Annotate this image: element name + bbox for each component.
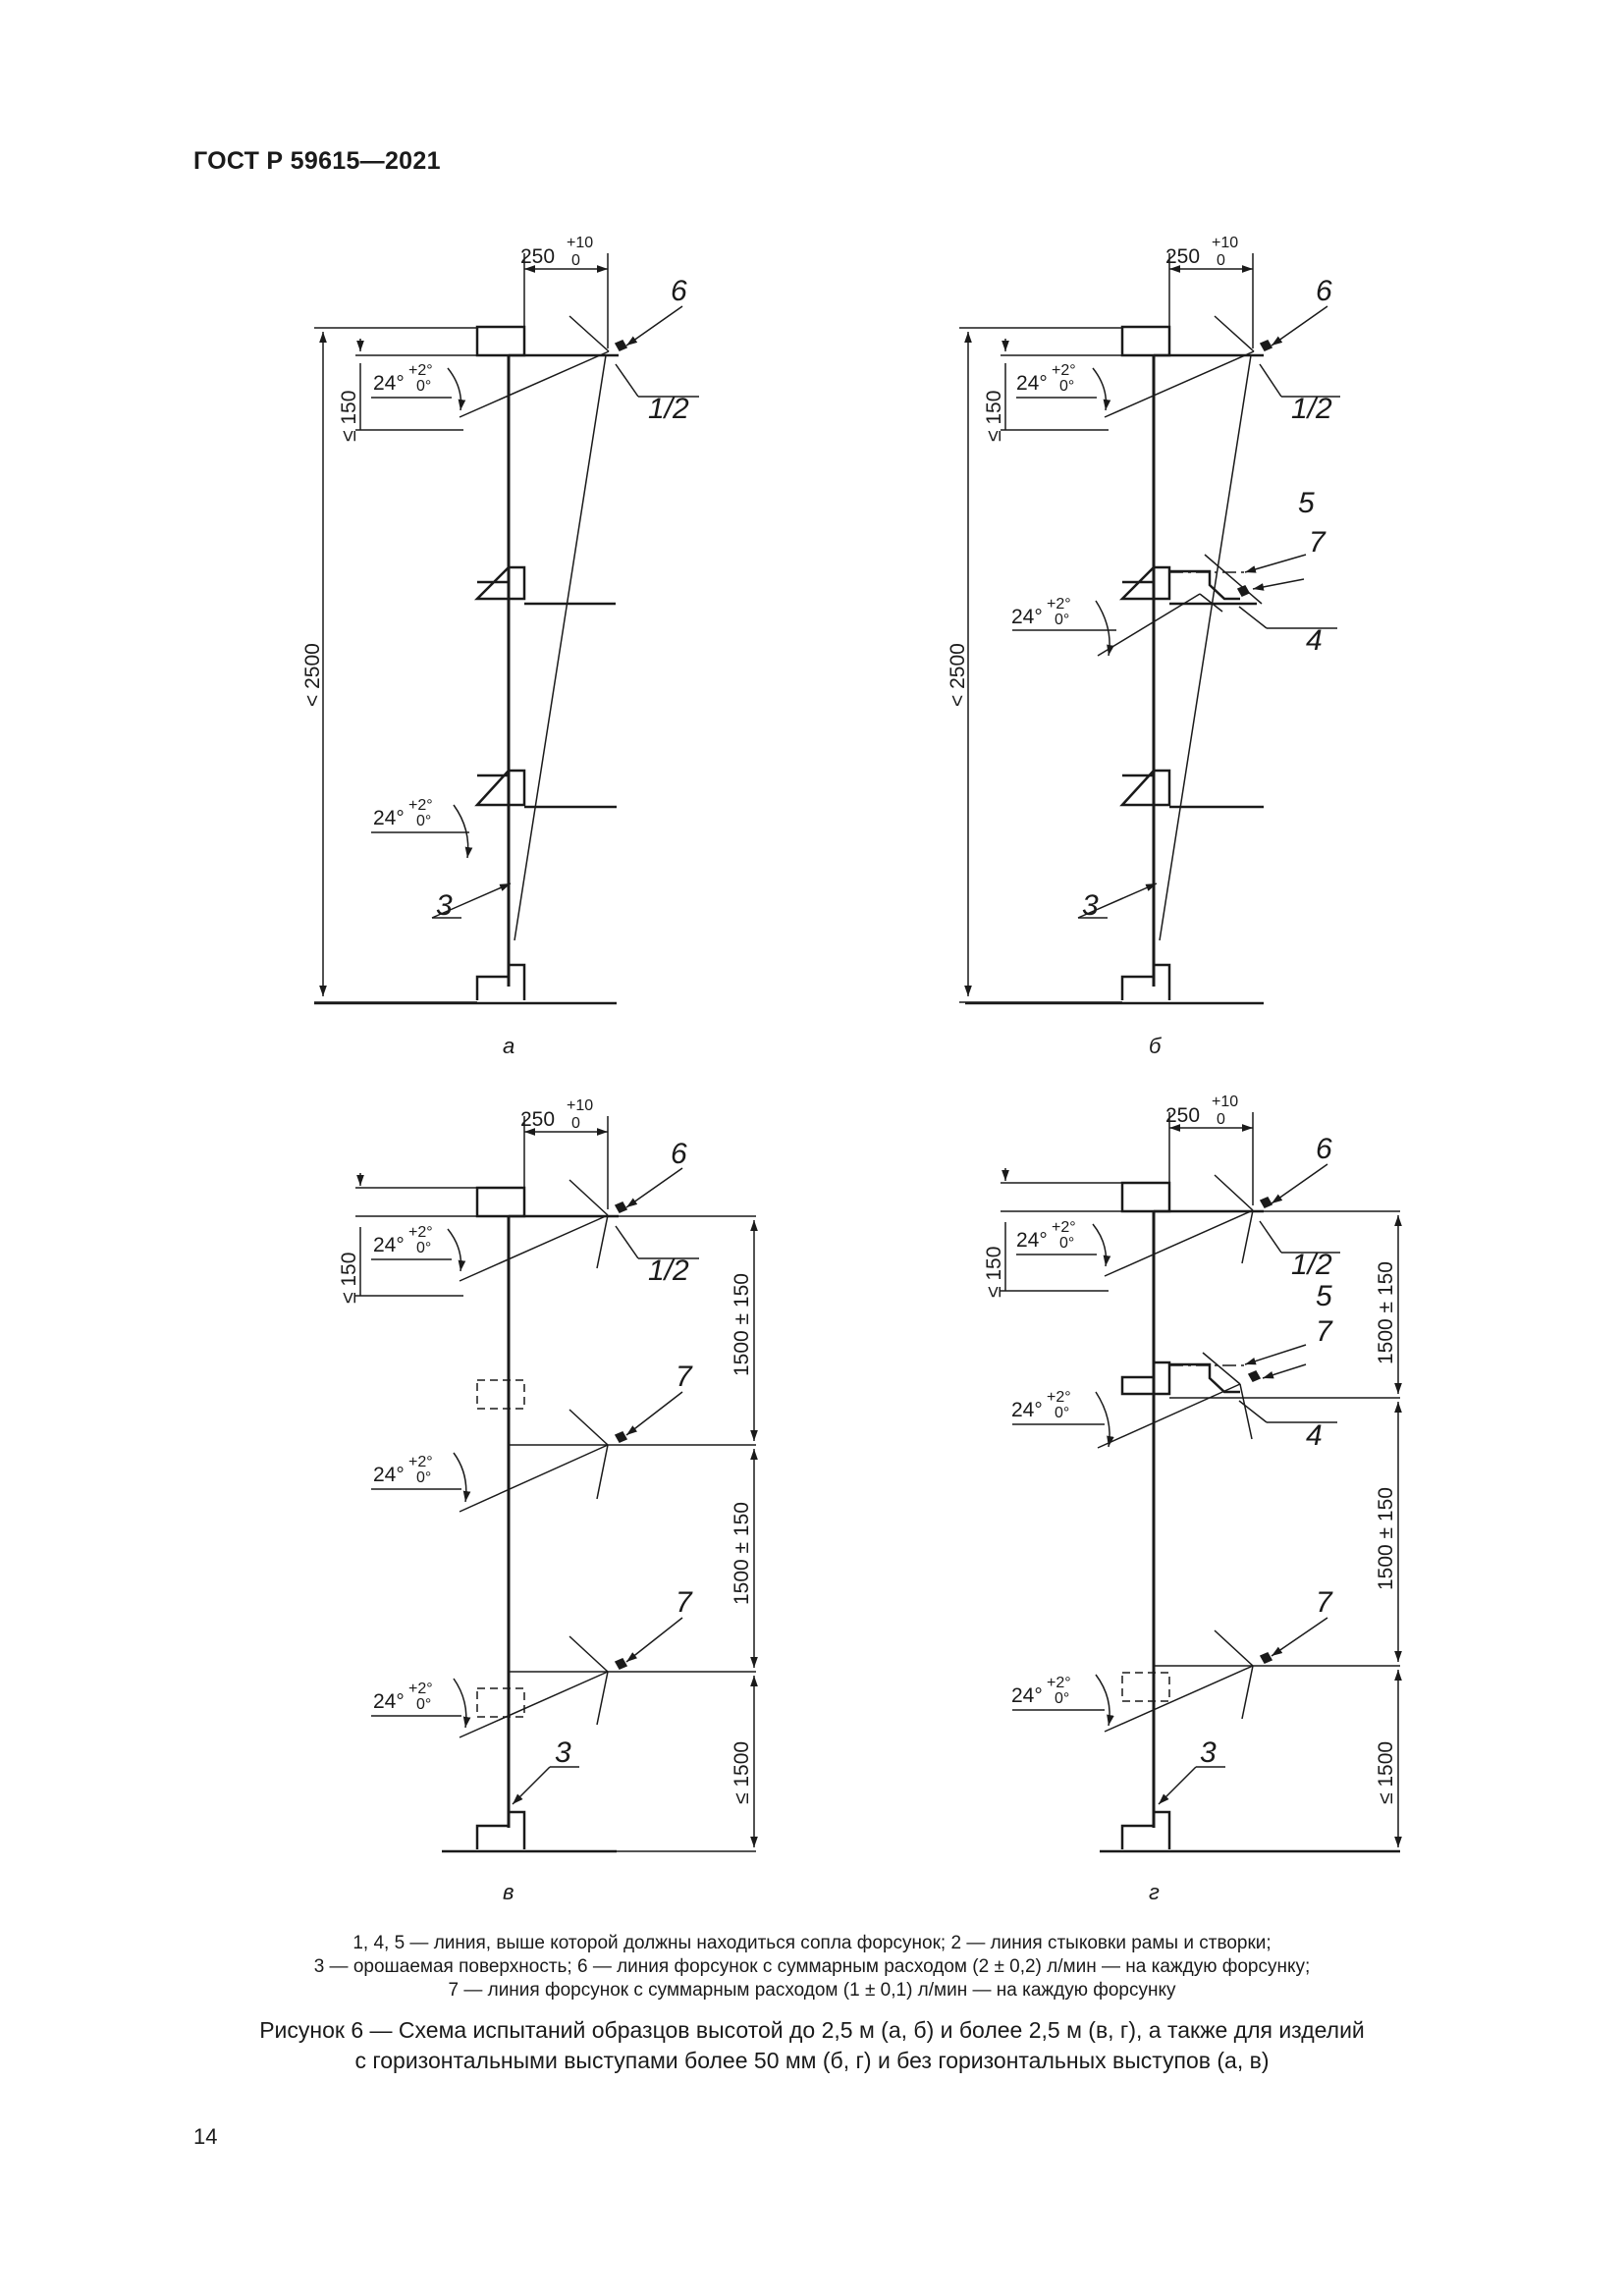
panel-label-v: в bbox=[503, 1880, 514, 1904]
frame-profile-bottom bbox=[477, 965, 524, 1000]
dim-top: ≤ 150 bbox=[338, 390, 360, 442]
svg-text:24°: 24° bbox=[1011, 1684, 1043, 1707]
panel-b bbox=[959, 253, 1340, 1003]
svg-text:0°: 0° bbox=[416, 1469, 432, 1486]
panel-label-b: б bbox=[1149, 1034, 1162, 1058]
panel-a-text bbox=[301, 235, 689, 1058]
caption-line-1: Рисунок 6 — Схема испытаний образцов высотой до 2,5 м (а, б) и более 2,5 м (в, г), а также для изделий bbox=[259, 2017, 1365, 2043]
svg-text:24°: 24° bbox=[1016, 372, 1048, 395]
svg-text:+2°: +2° bbox=[1047, 596, 1071, 613]
legend-line-2: 3 — орошаемая поверхность; 6 — линия форсунок с суммарным расходом (2 ± 0,2) л/мин — на каждую форсунку; bbox=[313, 1956, 1311, 1977]
svg-text:6: 6 bbox=[671, 1138, 687, 1170]
svg-text:24°: 24° bbox=[373, 807, 405, 829]
panel-g-text bbox=[983, 1094, 1397, 1904]
svg-text:0: 0 bbox=[1217, 252, 1225, 269]
svg-text:1500 ± 150: 1500 ± 150 bbox=[1375, 1487, 1397, 1590]
svg-text:0: 0 bbox=[571, 1115, 580, 1132]
svg-text:+2°: +2° bbox=[408, 1681, 433, 1697]
svg-text:1/2: 1/2 bbox=[648, 1255, 689, 1287]
frame-profile-lower bbox=[477, 771, 524, 805]
svg-text:+2°: +2° bbox=[408, 1224, 433, 1241]
svg-text:1500 ± 150: 1500 ± 150 bbox=[731, 1502, 753, 1605]
panel-v-text bbox=[338, 1097, 753, 1904]
svg-text:0°: 0° bbox=[1055, 612, 1070, 628]
svg-text:7: 7 bbox=[1316, 1586, 1332, 1619]
document-header: ГОСТ Р 59615—2021 bbox=[193, 147, 441, 175]
svg-text:≤ 1500: ≤ 1500 bbox=[731, 1740, 753, 1804]
nozzle-6 bbox=[616, 341, 626, 350]
svg-text:+2°: +2° bbox=[1052, 362, 1076, 379]
svg-text:+10: +10 bbox=[1212, 235, 1239, 251]
svg-text:3: 3 bbox=[555, 1736, 571, 1769]
svg-text:24°: 24° bbox=[1011, 1399, 1043, 1421]
svg-text:+10: +10 bbox=[1212, 1094, 1239, 1110]
svg-text:0°: 0° bbox=[416, 813, 432, 829]
dim-offset: 250 bbox=[520, 245, 556, 268]
svg-text:+2°: +2° bbox=[1047, 1389, 1071, 1406]
svg-text:1/2: 1/2 bbox=[1291, 393, 1332, 425]
svg-text:+2°: +2° bbox=[408, 362, 433, 379]
svg-text:+2°: +2° bbox=[1052, 1219, 1076, 1236]
svg-text:1500 ± 150: 1500 ± 150 bbox=[1375, 1261, 1397, 1364]
caption-line-2: с горизонтальными выступами более 50 мм (б, г) и без горизонтальных выступов (а, в) bbox=[354, 2048, 1270, 2073]
svg-text:0°: 0° bbox=[1059, 1235, 1075, 1252]
svg-text:250: 250 bbox=[520, 1108, 556, 1131]
svg-text:≤ 1500: ≤ 1500 bbox=[1375, 1740, 1397, 1804]
panel-b-text bbox=[947, 235, 1332, 1058]
label-4: 4 bbox=[1306, 624, 1323, 657]
svg-text:+2°: +2° bbox=[408, 1454, 433, 1470]
svg-text:6: 6 bbox=[1316, 275, 1332, 307]
svg-text:24°: 24° bbox=[373, 1234, 405, 1256]
svg-text:0°: 0° bbox=[1055, 1690, 1070, 1707]
svg-text:7: 7 bbox=[676, 1361, 692, 1393]
svg-text:3: 3 bbox=[1200, 1736, 1217, 1769]
panel-a bbox=[314, 253, 699, 1003]
svg-text:0°: 0° bbox=[416, 1696, 432, 1713]
svg-text:+10: +10 bbox=[567, 235, 594, 251]
label-3: 3 bbox=[436, 889, 453, 922]
svg-text:0°: 0° bbox=[416, 1240, 432, 1256]
svg-text:1500 ± 150: 1500 ± 150 bbox=[731, 1273, 753, 1376]
svg-text:1/2: 1/2 bbox=[1291, 1249, 1332, 1281]
svg-text:0: 0 bbox=[571, 252, 580, 269]
page-number: 14 bbox=[193, 2124, 218, 2149]
svg-text:+2°: +2° bbox=[1047, 1675, 1071, 1691]
legend-line-1: 1, 4, 5 — линия, выше которой должны находиться сопла форсунок; 2 — линия стыковки рамы и створки; bbox=[352, 1933, 1272, 1953]
svg-text:≤ 150: ≤ 150 bbox=[338, 1252, 360, 1304]
label-1-2: 1/2 bbox=[648, 393, 689, 425]
svg-text:< 2500: < 2500 bbox=[947, 643, 969, 707]
svg-text:+10: +10 bbox=[567, 1097, 594, 1114]
angle-label: 24° bbox=[373, 372, 405, 395]
panel-label-a: а bbox=[503, 1034, 515, 1058]
label-7: 7 bbox=[1309, 526, 1326, 559]
svg-text:0°: 0° bbox=[1059, 378, 1075, 395]
svg-text:0°: 0° bbox=[1055, 1405, 1070, 1421]
frame-profile-mid bbox=[477, 567, 524, 599]
dim-height: < 2500 bbox=[301, 643, 324, 707]
svg-text:24°: 24° bbox=[373, 1464, 405, 1486]
svg-text:7: 7 bbox=[1316, 1315, 1332, 1348]
svg-text:≤ 150: ≤ 150 bbox=[983, 390, 1005, 442]
svg-text:5: 5 bbox=[1316, 1280, 1332, 1312]
frame-profile-top bbox=[477, 327, 524, 355]
svg-text:24°: 24° bbox=[1011, 606, 1043, 628]
panel-label-g: г bbox=[1149, 1880, 1160, 1904]
svg-text:250: 250 bbox=[1165, 1104, 1201, 1127]
svg-text:24°: 24° bbox=[373, 1690, 405, 1713]
label-6: 6 bbox=[671, 275, 687, 307]
svg-text:0: 0 bbox=[1217, 1111, 1225, 1128]
legend-line-3: 7 — линия форсунок с суммарным расходом (1 ± 0,1) л/мин — на каждую форсунку bbox=[448, 1980, 1176, 2001]
figure-caption bbox=[167, 2015, 1457, 2076]
svg-text:4: 4 bbox=[1306, 1419, 1323, 1452]
label-5: 5 bbox=[1298, 487, 1315, 519]
svg-text:250: 250 bbox=[1165, 245, 1201, 268]
svg-text:0°: 0° bbox=[416, 378, 432, 395]
svg-text:24°: 24° bbox=[1016, 1229, 1048, 1252]
svg-text:6: 6 bbox=[1316, 1133, 1332, 1165]
svg-text:+2°: +2° bbox=[408, 797, 433, 814]
figure-legend bbox=[167, 1932, 1457, 2002]
svg-text:3: 3 bbox=[1082, 889, 1099, 922]
svg-text:≤ 150: ≤ 150 bbox=[983, 1246, 1005, 1298]
svg-text:7: 7 bbox=[676, 1586, 692, 1619]
